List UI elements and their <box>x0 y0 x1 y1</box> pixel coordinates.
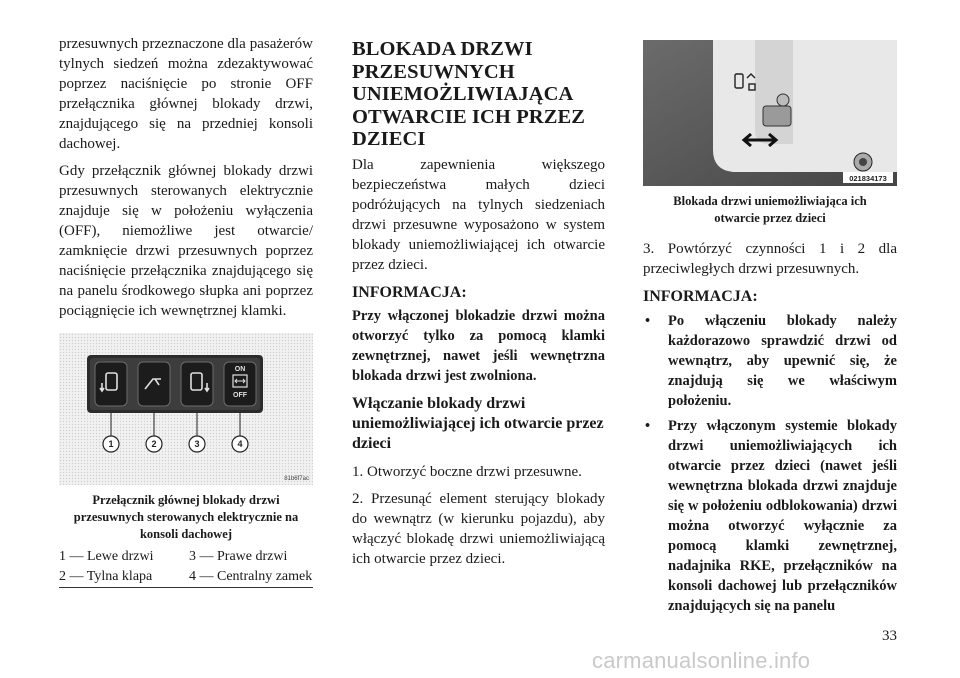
figure-caption: Blokada drzwi uniemożliwiająca ich otwarcie przez dzieci <box>673 194 867 225</box>
callout-4: 4 <box>237 439 243 449</box>
page-number: 33 <box>882 628 897 644</box>
callout-2: 2 <box>151 439 157 449</box>
child-lock-illustration <box>643 40 897 186</box>
legend-item: 1 — Lewe drzwi <box>59 549 154 564</box>
figure-code: 81b6f7ac <box>284 476 309 482</box>
step-1: 1. Otworzyć boczne drzwi przesuwne. <box>352 463 582 480</box>
list-item-text: Po włączeniu blokady należy każdorazowo sprawdzić drzwi od wewnątrz, aby upewnić się, że znajdują się we właściwym położeniu. <box>668 313 897 409</box>
bullet-icon: • <box>645 418 651 434</box>
legend-item: 3 — Prawe drzwi <box>189 549 288 564</box>
legend-row <box>59 547 313 567</box>
figure-master-switch <box>59 333 313 543</box>
paragraph: przesuwnych przeznaczone dla pasażerów tylnych siedzeń można zdezaktywować poprzez naciśnięcie po stronie OFF przełącznika głównej blokady drzwi, znajdującego się na przedniej konsoli dachowej. <box>59 36 313 152</box>
bullet-icon: • <box>645 313 651 329</box>
legend-item: 4 — Centralny zamek <box>189 569 313 584</box>
legend-row <box>59 567 313 588</box>
note-list <box>643 311 897 616</box>
switch-panel-illustration <box>59 333 313 485</box>
switch-on-label: ON <box>234 366 246 373</box>
figure-child-lock <box>643 40 897 227</box>
callout-1: 1 <box>108 439 114 449</box>
figure-code: 021834173 <box>849 174 887 183</box>
column-right <box>643 40 897 616</box>
subsection-heading: Włączanie blokady drzwi uniemożliwiającej ich otwarcie przez dzieci <box>352 394 604 452</box>
note-title: INFORMACJA: <box>352 283 467 301</box>
list-item <box>643 311 897 411</box>
step-3: 3. Powtórzyć czynności 1 i 2 dla przeciwległych drzwi przesuwnych. <box>643 241 897 277</box>
legend-table <box>59 547 313 588</box>
paragraph: Dla zapewnienia większego bezpieczeństwa małych dzieci podróżujących na tylnych siedzeniach drzwi przesuwne wyposażono w system blokady uniemożliwiającej ich otwarcie przez dzieci. <box>352 156 605 273</box>
column-left <box>59 34 313 588</box>
note-text: Przy włączonej blokadzie drzwi można otworzyć tylko za pomocą klamki zewnętrznej, nawet jeśli wewnętrzna blokada drzwi jest zwolniona. <box>352 307 605 384</box>
step-2: 2. Przesunąć element sterujący blokady do wewnątrz (w kierunku pojazdu), aby włączyć blokadę drzwi uniemożliwiającą ich otwarcie przez dzieci. <box>352 490 605 567</box>
list-item <box>643 416 897 616</box>
callout-3: 3 <box>194 439 200 449</box>
watermark: carmanualsonline.info <box>592 648 811 673</box>
figure-caption: Przełącznik głównej blokady drzwi przesuwnych sterowanych elektrycznie na konsoli dachowej <box>73 493 299 541</box>
switch-off-label: OFF <box>233 392 247 399</box>
paragraph: Gdy przełącznik głównej blokady drzwi przesuwnych sterowanych elektrycznie znajduje się w położeniu wyłączenia (OFF), niemożliwe jest otwarcie/ zamknięcie drzwi przesuwnych poprzez naciśnięcie przełącznika znajdującego się na panelu środkowego słupka ani poprzez pociągnięcie ich wewnętrznej klamki. <box>59 163 313 319</box>
legend-item: 2 — Tylna klapa <box>59 569 153 584</box>
column-middle <box>352 38 605 569</box>
list-item-text: Przy włączonym systemie blokady drzwi uniemożliwiających ich otwarcie przez dzieci (nawet jeśli wewnętrzna blokada drzwi znajduje się w położeniu odblokowania) drzwi można otworzyć wyłącznie za pomocą klamki zewnętrznej, nadajnika RKE, przełączników na konsoli dachowej lub przełączników znajdujących się na panelu <box>668 418 897 614</box>
note-title: INFORMACJA: <box>643 288 758 305</box>
section-heading: BLOKADA DRZWI PRZESUWNYCH UNIEMOŻLIWIAJĄCA OTWARCIE ICH PRZEZ DZIECI <box>352 38 586 150</box>
